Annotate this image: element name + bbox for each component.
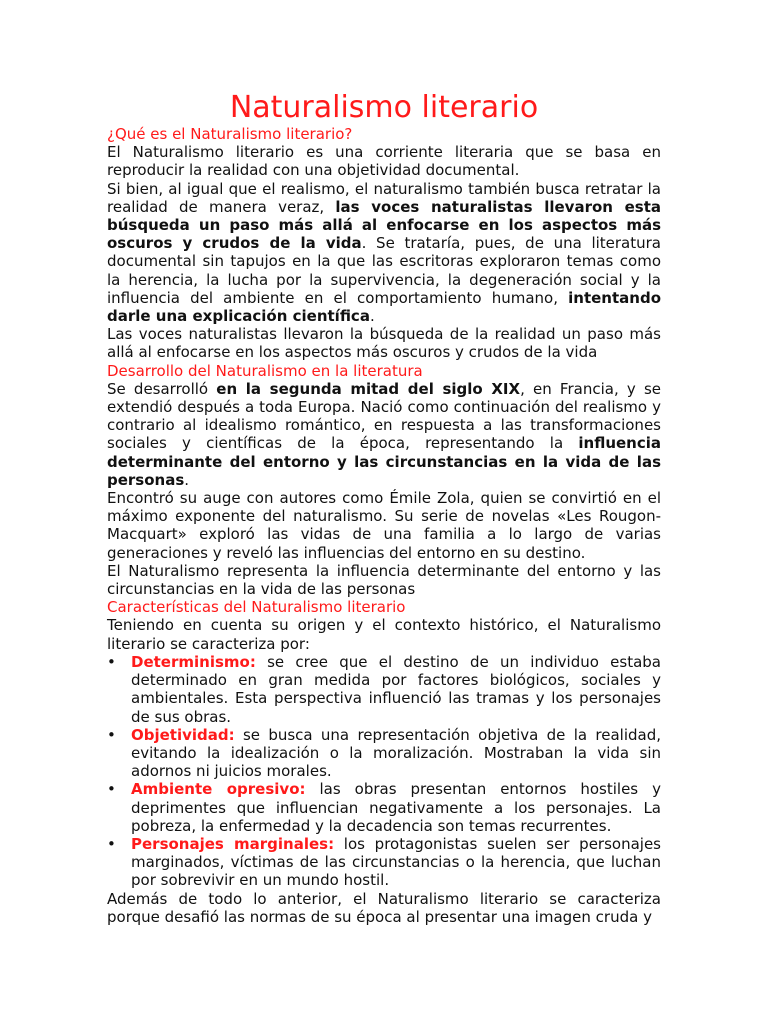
paragraph-closing: Además de todo lo anterior, el Naturalismo literario se caracteriza porque desafió las normas de su época al presentar una imagen cruda y: [107, 889, 661, 926]
list-item-text: se busca una representación objetiva de la realidad, evitando la idealización o la moralización. Mostraban la vida sin adornos ni juicios morales.: [131, 725, 661, 781]
characteristics-list: [107, 653, 661, 890]
list-item: [107, 653, 661, 726]
bullet-icon: •: [107, 725, 116, 744]
list-item-text: las obras presentan entornos hostiles y deprimentes que influencian negativamente a los personajes. La pobreza, la enfermedad y la decadencia son temas recurrentes.: [131, 780, 661, 835]
paragraph-summary: Las voces naturalistas llevaron la búsqueda de la realidad un paso más allá al enfocarse en los aspectos más oscuros y crudos de la vida: [107, 325, 661, 362]
bold-span: en la segunda mitad del siglo XIX: [216, 379, 521, 398]
text-span: . Se trataría, pues, de una literatura documental sin tapujos en la que las escritoras exploraron temas como la herencia, la lucha por la supervivencia, la degeneración social y la influencia del ambiente en el comportamiento humano,: [107, 234, 661, 307]
list-item-term: Ambiente opresivo:: [131, 780, 306, 799]
text-span: .: [184, 470, 190, 489]
list-item: [107, 835, 661, 890]
paragraph-influence: El Naturalismo representa la influencia determinante del entorno y las circunstancias en la vida de las personas: [107, 561, 661, 599]
bullet-icon: •: [107, 652, 116, 671]
bold-span: intentando darle una explicación científica: [107, 288, 661, 326]
paragraph-realism-comparison: [107, 180, 661, 326]
text-span: Se desarrolló: [107, 379, 217, 398]
bullet-icon: •: [107, 834, 116, 853]
bullet-icon: •: [107, 780, 116, 799]
bold-span: influencia determinante del entorno y las circunstancias en la vida de las personas: [107, 434, 661, 489]
list-item: [107, 726, 661, 781]
text-span: .: [369, 307, 375, 326]
list-item-term: Determinismo:: [131, 652, 256, 671]
section-heading-development: Desarrollo del Naturalismo en la literatura: [107, 361, 423, 380]
paragraph-zola: Encontró su auge con autores como Émile Zola, quien se convirtió en el máximo exponente del naturalismo. Su serie de novelas «Les Rougon-Macquart» exploró las vidas de una familia a lo largo de varias generaciones y reveló las influencias del entorno en su destino.: [107, 489, 661, 562]
section-heading-characteristics: Características del Naturalismo literario: [107, 598, 406, 617]
list-item-term: Objetividad:: [131, 725, 235, 744]
list-item: [107, 780, 661, 835]
text-span: , en Francia, y se extendió después a toda Europa. Nació como continuación del realismo y contrario al idealismo romántico, en respuesta a las transformaciones sociales y científicas de la época, representando la: [107, 379, 661, 453]
section-heading-what-is: ¿Qué es el Naturalismo literario?: [107, 125, 353, 143]
page-title: Naturalismo literario: [229, 90, 539, 125]
list-item-term: Personajes marginales:: [131, 834, 335, 853]
bold-span: las voces naturalistas llevaron esta búsqueda un paso más allá al enfocarse en los aspectos más oscuros y crudos de la vida: [107, 197, 662, 253]
paragraph-history: [107, 380, 661, 489]
paragraph-intro-list: Teniendo en cuenta su origen y el contexto histórico, el Naturalismo literario se caracteriza por:: [107, 616, 661, 653]
text-span: Si bien, al igual que el realismo, el naturalismo también busca retratar la realidad de manera veraz,: [107, 179, 661, 216]
list-item-text: los protagonistas suelen ser personajes marginados, víctimas de las circunstancias o la herencia, que luchan por sobrevivir en un mundo hostil.: [131, 834, 662, 890]
document-page: [107, 88, 661, 926]
paragraph-definition: El Naturalismo literario es una corriente literaria que se basa en reproducir la realidad con una objetividad documental.: [107, 143, 661, 180]
list-item-text: se cree que el destino de un individuo estaba determinado en gran medida por factores biológicos, sociales y ambientales. Esta perspectiva influenció las tramas y los personajes de sus obras.: [131, 652, 661, 726]
